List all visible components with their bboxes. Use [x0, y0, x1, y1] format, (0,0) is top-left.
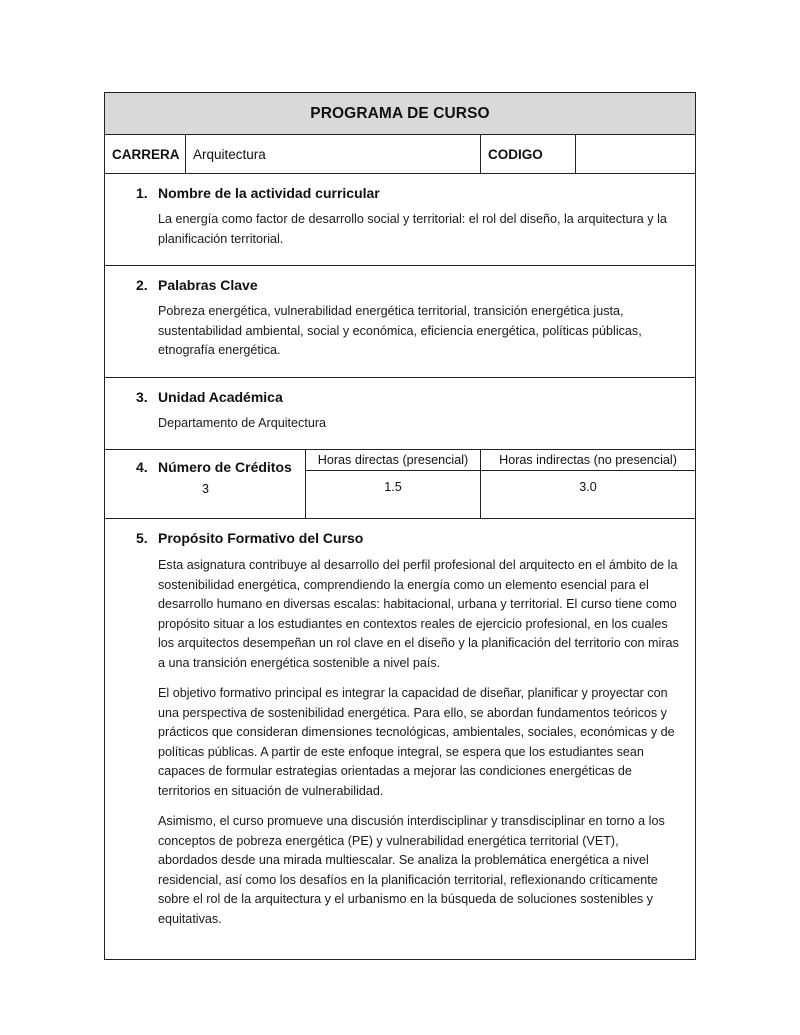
- section-body: Departamento de Arquitectura: [158, 416, 327, 430]
- section-heading: [136, 458, 305, 476]
- section-heading: [136, 184, 681, 202]
- credits-cell: [105, 450, 306, 518]
- section-credits: [105, 450, 695, 519]
- section-title: Unidad Académica: [158, 389, 283, 405]
- codigo-label: CODIGO: [481, 135, 576, 173]
- section-number: 5.: [136, 530, 148, 546]
- section-body: La energía como factor de desarrollo social y territorial: el rol del diseño, la arquitectura y la planificación territorial.: [158, 212, 667, 246]
- section-title: Palabras Clave: [158, 277, 258, 293]
- section-body: [158, 556, 681, 929]
- section-title: Número de Créditos: [158, 459, 292, 475]
- carrera-value: Arquitectura: [186, 135, 481, 173]
- codigo-value: [576, 135, 695, 173]
- carrera-row: [105, 135, 695, 174]
- section-activity-name: [105, 174, 695, 266]
- direct-hours-value: 1.5: [384, 480, 402, 494]
- section-academic-unit: [105, 378, 695, 450]
- section-formative-purpose: [105, 519, 695, 959]
- section-keywords: [105, 266, 695, 378]
- indirect-hours-column: [481, 450, 695, 518]
- indirect-hours-value: 3.0: [579, 480, 597, 494]
- direct-hours-column: [306, 450, 481, 518]
- indirect-hours-label: Horas indirectas (no presencial): [481, 450, 695, 471]
- section-number: 1.: [136, 185, 148, 201]
- section-heading: [136, 388, 681, 406]
- section-title: Nombre de la actividad curricular: [158, 185, 380, 201]
- paragraph: Asimismo, el curso promueve una discusión interdisciplinar y transdisciplinar en torno a los conceptos de pobreza energética (PE) y vulnerabilidad energética territorial (VET), abordados desde una mirada multiescalar. Se analiza la problemática energética a nivel residencial, así como los desafíos en la planificación territorial, reflexionando críticamente sobre el rol de la arquitectura y el urbanismo en la búsqueda de soluciones sostenibles y equitativas.: [158, 814, 665, 926]
- direct-hours-label: Horas directas (presencial): [306, 450, 480, 471]
- section-number: 2.: [136, 277, 148, 293]
- section-number: 3.: [136, 389, 148, 405]
- section-heading: [136, 529, 681, 547]
- section-heading: [136, 276, 681, 294]
- course-program-table: [104, 92, 696, 960]
- carrera-label: CARRERA: [105, 135, 186, 173]
- paragraph: Esta asignatura contribuye al desarrollo del perfil profesional del arquitecto en el ámbito de la sostenibilidad energética, comprendiendo la energía como un elemento esencial para el desarrollo humano en diversas escalas: habitacional, urbana y territorial. El curso tiene como propósito situar a los estudiantes en contextos reales de ejercicio profesional, en los cuales los arquitectos desempeñan un rol clave en el diseño y la planificación del territorio con miras a una transición energética sostenible a nivel país.: [158, 558, 679, 670]
- section-body: Pobreza energética, vulnerabilidad energética territorial, transición energética justa, sustentabilidad ambiental, social y económica, eficiencia energética, políticas públicas, etnografía energética.: [158, 304, 642, 357]
- section-title: Propósito Formativo del Curso: [158, 530, 364, 546]
- document-title: PROGRAMA DE CURSO: [105, 93, 695, 135]
- credits-value: 3: [202, 482, 210, 496]
- section-number: 4.: [136, 459, 148, 475]
- paragraph: El objetivo formativo principal es integrar la capacidad de diseñar, planificar y proyectar con una perspectiva de sostenibilidad energética. Para ello, se abordan fundamentos teóricos y prácticos que consideran dimensiones tecnológicas, ambientales, sociales, económicas y de políticas públicas. A partir de este enfoque integral, se espera que los estudiantes sean capaces de formular estrategias orientadas a mejorar las condiciones energéticas de territorios en situación de vulnerabilidad.: [158, 686, 675, 798]
